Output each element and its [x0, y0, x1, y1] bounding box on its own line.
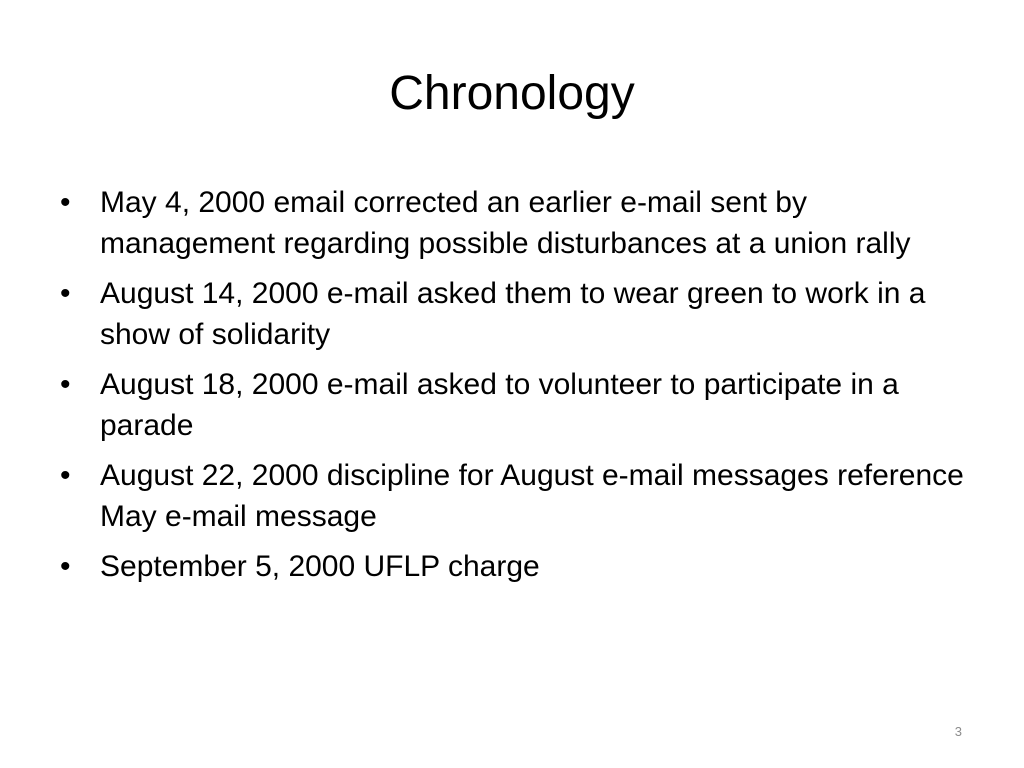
slide-title: Chronology [389, 67, 635, 120]
bullet-text: August 22, 2000 discipline for August e-mail messages reference May e-mail message [100, 459, 964, 533]
bullet-text: August 14, 2000 e-mail asked them to wear green to work in a show of solidarity [100, 277, 926, 351]
bullet-icon: • [60, 459, 71, 492]
page-number: 3 [954, 724, 962, 739]
bullet-list [60, 182, 980, 596]
bullet-item [60, 182, 980, 264]
bullet-icon: • [60, 368, 71, 401]
bullet-icon: • [60, 277, 71, 310]
bullet-icon: • [60, 186, 71, 219]
bullet-item [60, 273, 980, 355]
bullet-icon: • [60, 550, 71, 583]
bullet-text: August 18, 2000 e-mail asked to volunteer to participate in a parade [100, 368, 899, 442]
bullet-item [60, 364, 980, 446]
bullet-text: September 5, 2000 UFLP charge [100, 550, 540, 583]
bullet-item [60, 455, 980, 537]
bullet-text: May 4, 2000 email corrected an earlier e-mail sent by management regarding possible disturbances at a union rally [100, 186, 911, 260]
bullet-item [60, 546, 980, 587]
